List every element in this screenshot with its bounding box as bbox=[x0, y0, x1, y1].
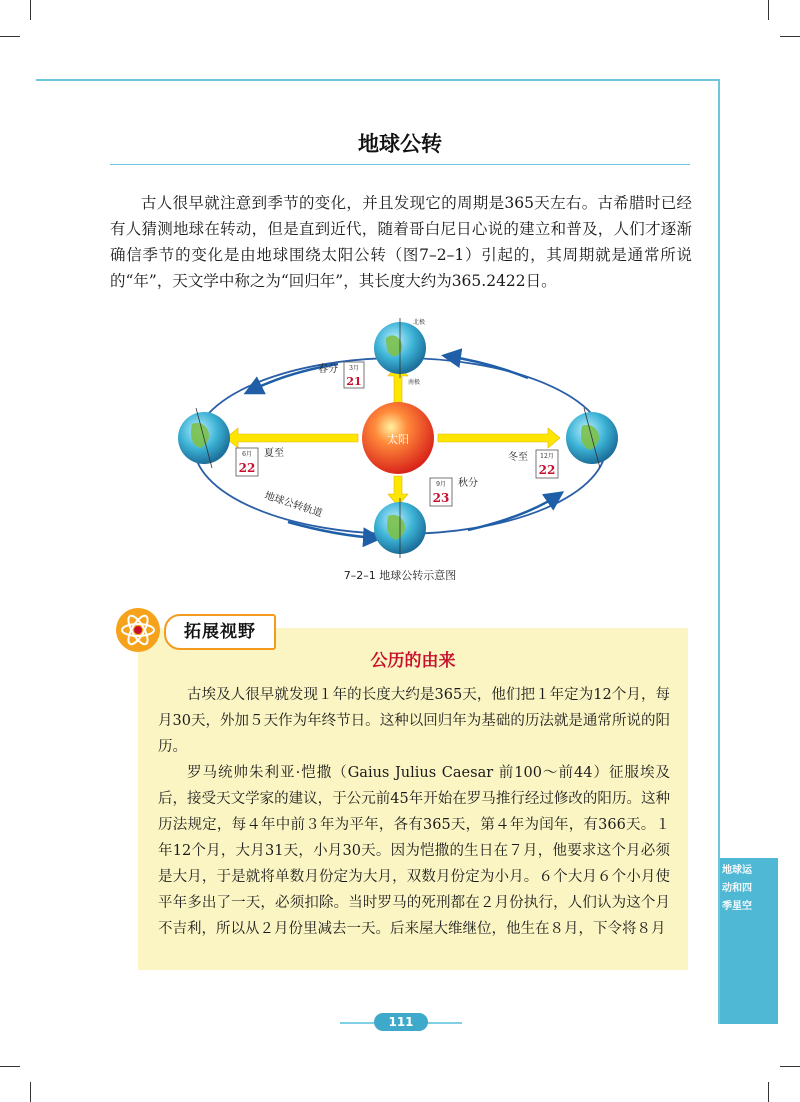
south-pole-label: 南极 bbox=[408, 379, 421, 386]
sun-label: 太阳 bbox=[387, 433, 409, 446]
svg-text:3月: 3月 bbox=[349, 365, 359, 372]
calendar-autumn bbox=[430, 478, 452, 506]
extension-title: 公历的由来 bbox=[370, 651, 456, 671]
crop-mark bbox=[780, 1066, 800, 1067]
orbit-label: 地球公转轨道 bbox=[263, 490, 324, 520]
season-label-winter: 冬至 bbox=[508, 452, 528, 463]
earth-autumn bbox=[374, 498, 426, 558]
extension-badge: 拓展视野 bbox=[164, 614, 276, 650]
page-title: 地球公转 bbox=[358, 132, 442, 156]
intro-paragraph: 古人很早就注意到季节的变化，并且发现它的周期是365天左右。古希腊时已经有人猜测地球在转动，但是直到近代，随着哥白尼日心说的建立和普及，人们才逐渐确信季节的变化是由地球围绕太阳公转（图7–2–1）引起的，其周期就是通常所说的“年”，天文学中称之为“回归年”，其长度大约为365.2422日。 bbox=[110, 194, 692, 290]
earth-summer bbox=[178, 408, 230, 468]
season-label-autumn: 秋分 bbox=[458, 478, 478, 489]
title-rule bbox=[110, 164, 690, 165]
svg-text:6月: 6月 bbox=[242, 451, 252, 458]
calendar-winter bbox=[536, 450, 558, 478]
svg-text:22: 22 bbox=[238, 461, 256, 475]
extension-paragraph-2: 罗马统帅朱利亚·恺撒（Gaius Julius Caesar 前100～前44）征服埃及后，接受天文学家的建议，于公元前45年开始在罗马推行经过修改的阳历。这种历法规定，每４年中前３年为平年，各有365天，第４年为闰年，有366天。１年12个月，大月31天，小月30天。因为恺撒的生日在７月，他要求这个月必须是大月，于是就将单数月份定为大月，双数月份定为小月。６个大月６个小月使平年多出了一天，必须扣除。当时罗马的死刑都在２月份执行，人们认为这个月不吉利，所以从２月份里减去一天。后来屋大维继位，他生在８月，下令将８月 bbox=[158, 765, 670, 937]
extension-paragraph-1: 古埃及人很早就发现１年的长度大约是365天，他们把１年定为12个月，每月30天，外加５天作为年终节日。这种以回归年为基础的历法就是通常所说的阳历。 bbox=[158, 687, 670, 755]
season-label-spring: 春分 bbox=[318, 364, 338, 375]
page-number: 111 bbox=[374, 1013, 428, 1031]
crop-mark bbox=[768, 1082, 769, 1102]
calendar-spring bbox=[344, 362, 364, 388]
crop-mark bbox=[0, 1066, 20, 1067]
calendar-summer bbox=[236, 448, 258, 476]
north-pole-label: 北极 bbox=[413, 319, 426, 326]
svg-text:22: 22 bbox=[538, 463, 556, 477]
svg-text:9月: 9月 bbox=[436, 481, 446, 488]
orbit-arrow bbox=[468, 494, 560, 530]
earth-spring bbox=[374, 318, 426, 378]
chapter-side-tab-label: 地球运动和四季星空 bbox=[722, 865, 752, 912]
earth-winter bbox=[566, 408, 618, 468]
page-frame-top bbox=[36, 79, 720, 81]
crop-mark bbox=[780, 36, 800, 37]
crop-mark bbox=[0, 36, 20, 37]
crop-mark bbox=[768, 0, 769, 20]
season-label-summer: 夏至 bbox=[264, 448, 284, 459]
svg-text:21: 21 bbox=[346, 375, 362, 388]
crop-mark bbox=[30, 0, 31, 20]
svg-text:23: 23 bbox=[432, 491, 450, 505]
crop-mark bbox=[30, 1082, 31, 1102]
earth-orbit-diagram bbox=[168, 316, 628, 561]
svg-text:12月: 12月 bbox=[540, 453, 554, 460]
figure-caption: 7–2–1 地球公转示意图 bbox=[343, 569, 457, 582]
